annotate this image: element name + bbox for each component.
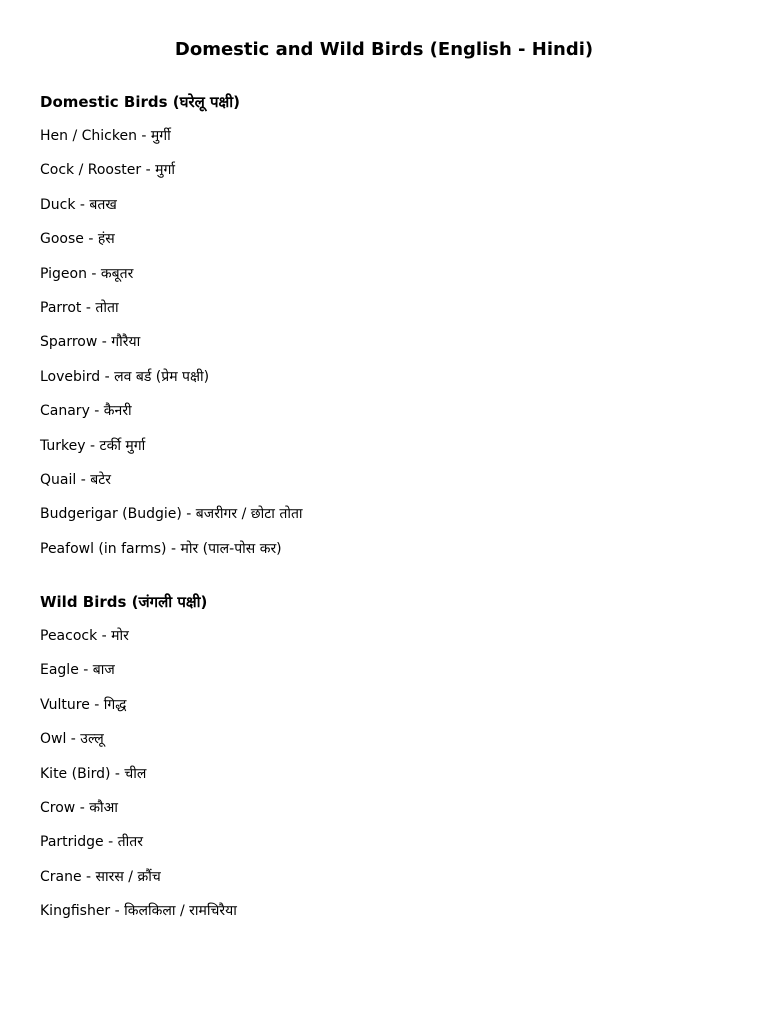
list-item: Sparrow - गौरैया <box>40 334 141 351</box>
list-item: Cock / Rooster - मुर्गा <box>40 162 175 179</box>
list-item: Crane - सारस / क्रौंच <box>40 868 161 885</box>
list-item: Parrot - तोता <box>40 299 119 316</box>
list-item: Goose - हंस <box>40 231 115 248</box>
list-item: Quail - बटेर <box>40 471 111 488</box>
list-item: Turkey - टर्की मुर्गा <box>40 437 146 454</box>
wild-birds-section <box>40 592 740 936</box>
list-item: Peafowl (in farms) - मोर (पाल-पोस कर) <box>40 540 282 557</box>
list-item: Pigeon - कबूतर <box>40 265 134 282</box>
list-item: Partridge - तीतर <box>40 834 143 851</box>
domestic-birds-heading: Domestic Birds (घरेलू पक्षी) <box>40 93 241 111</box>
domestic-birds-section <box>40 92 740 573</box>
list-item: Canary - कैनरी <box>40 403 132 420</box>
list-item: Vulture - गिद्ध <box>40 696 127 713</box>
list-item: Budgerigar (Budgie) - बजरीगर / छोटा तोता <box>40 506 303 523</box>
list-item: Eagle - बाज <box>40 662 115 679</box>
list-item: Kite (Bird) - चील <box>40 765 147 782</box>
wild-birds-heading: Wild Birds (जंगली पक्षी) <box>40 593 208 611</box>
wild-birds-list <box>40 626 740 921</box>
domestic-birds-list <box>40 126 740 559</box>
list-item: Owl - उल्लू <box>40 731 104 748</box>
list-item: Hen / Chicken - मुर्गी <box>40 128 171 144</box>
list-item: Duck - बतख <box>40 196 117 213</box>
list-item: Peacock - मोर <box>40 628 129 644</box>
page-title: Domestic and Wild Birds (English - Hindi) <box>174 39 594 60</box>
list-item: Crow - कौआ <box>40 799 118 816</box>
list-item: Lovebird - लव बर्ड (प्रेम पक्षी) <box>40 368 210 385</box>
list-item: Kingfisher - किलकिला / रामचिरैया <box>40 903 237 920</box>
